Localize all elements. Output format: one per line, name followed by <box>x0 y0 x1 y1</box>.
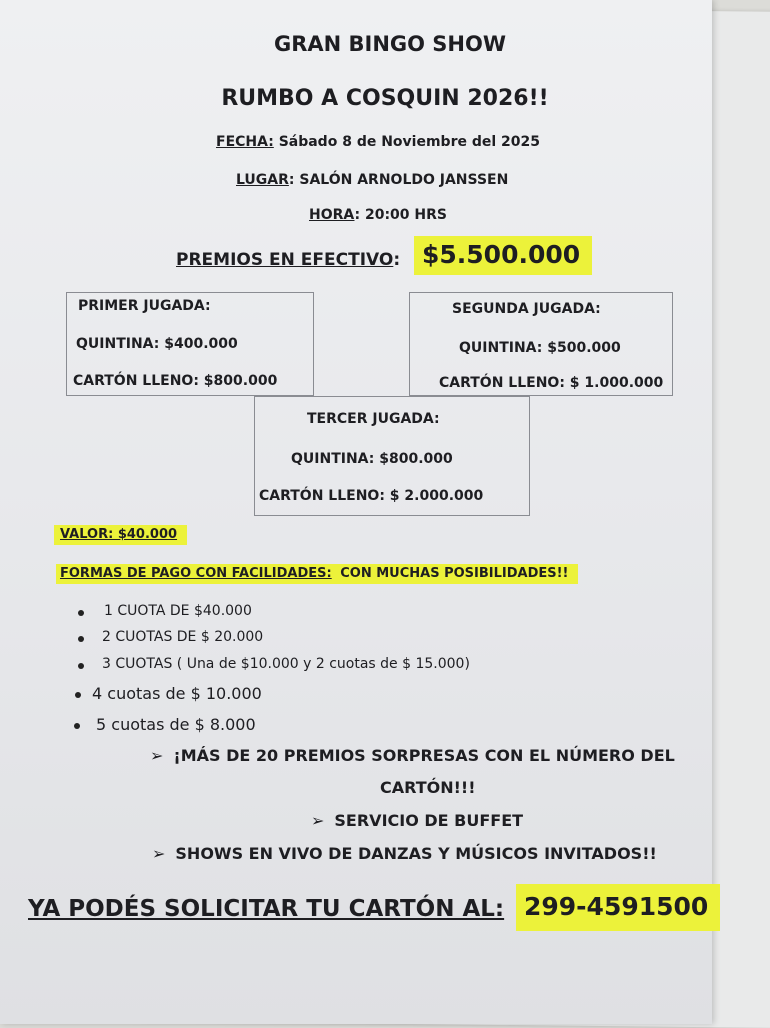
segunda-jugada-carton: CARTÓN LLENO: $ 1.000.000 <box>439 375 664 391</box>
sorpresas-text: ¡MÁS DE 20 PREMIOS SORPRESAS CON EL NÚMERO DEL <box>173 746 675 765</box>
tercer-jugada-carton: CARTÓN LLENO: $ 2.000.000 <box>259 488 484 504</box>
tercer-jugada-box <box>254 396 530 516</box>
lugar-label: LUGAR <box>236 172 289 188</box>
formas-pago-extra: CON MUCHAS POSIBILIDADES!! <box>340 566 569 581</box>
bullet-icon <box>75 692 81 698</box>
fecha-value: Sábado 8 de Noviembre del 2025 <box>278 134 540 150</box>
flyer-subtitle: RUMBO A COSQUIN 2026!! <box>221 86 549 111</box>
list-item <box>78 629 470 656</box>
segunda-jugada-box <box>409 292 673 396</box>
buffet-line <box>311 811 523 830</box>
cuota-text: 3 CUOTAS ( Una de $10.000 y 2 cuotas de $ 15.000) <box>102 656 470 672</box>
hora-line <box>309 207 447 223</box>
segunda-jugada-title: SEGUNDA JUGADA: <box>452 301 601 317</box>
bullet-icon <box>78 636 84 642</box>
hora-label: HORA <box>309 207 355 223</box>
fecha-line <box>216 134 540 150</box>
premios-colon: : <box>393 250 401 270</box>
sorpresas-line <box>150 746 675 765</box>
cuotas-list <box>78 603 470 745</box>
cuota-text: 4 cuotas de $ 10.000 <box>92 684 262 703</box>
tercer-jugada-quintina: QUINTINA: $800.000 <box>291 451 453 467</box>
flyer-title: GRAN BINGO SHOW <box>273 32 507 56</box>
formas-pago-line <box>56 564 578 584</box>
cta-text: YA PODÉS SOLICITAR TU CARTÓN AL: <box>28 896 505 922</box>
list-item <box>75 684 470 715</box>
lugar-line <box>236 172 508 188</box>
fecha-label: FECHA: <box>216 134 274 150</box>
list-item <box>74 715 470 745</box>
cuota-text: 5 cuotas de $ 8.000 <box>96 715 256 734</box>
segunda-jugada-quintina: QUINTINA: $500.000 <box>459 340 621 356</box>
shows-text: SHOWS EN VIVO DE DANZAS Y MÚSICOS INVITADOS!! <box>175 844 657 863</box>
arrow-bullet-icon: ➢ <box>150 746 164 765</box>
list-item <box>78 656 470 684</box>
primer-jugada-carton: CARTÓN LLENO: $800.000 <box>73 373 278 389</box>
list-item <box>78 603 470 629</box>
premios-label: PREMIOS EN EFECTIVO <box>176 250 394 270</box>
cuota-text: 2 CUOTAS DE $ 20.000 <box>102 629 264 645</box>
cuota-text: 1 CUOTA DE $40.000 <box>104 603 252 619</box>
arrow-bullet-icon: ➢ <box>152 844 166 863</box>
formas-pago-label: FORMAS DE PAGO CON FACILIDADES: <box>60 566 332 581</box>
bullet-icon <box>74 723 80 729</box>
valor-label: VALOR: $40.000 <box>54 525 187 545</box>
cta-phone: 299-4591500 <box>516 884 720 931</box>
bullet-icon <box>78 610 84 616</box>
bullet-icon <box>78 663 84 669</box>
premios-amount: $5.500.000 <box>414 236 592 275</box>
premios-label-line <box>176 250 400 270</box>
sorpresas-line-2: CARTÓN!!! <box>380 778 476 797</box>
arrow-bullet-icon: ➢ <box>311 811 325 830</box>
primer-jugada-title: PRIMER JUGADA: <box>78 298 211 314</box>
shows-line <box>152 844 657 863</box>
hora-value: : 20:00 HRS <box>354 207 447 223</box>
tercer-jugada-title: TERCER JUGADA: <box>307 411 440 427</box>
primer-jugada-box <box>66 292 314 396</box>
buffet-text: SERVICIO DE BUFFET <box>334 811 524 830</box>
lugar-value: : SALÓN ARNOLDO JANSSEN <box>288 172 509 188</box>
primer-jugada-quintina: QUINTINA: $400.000 <box>76 336 238 352</box>
